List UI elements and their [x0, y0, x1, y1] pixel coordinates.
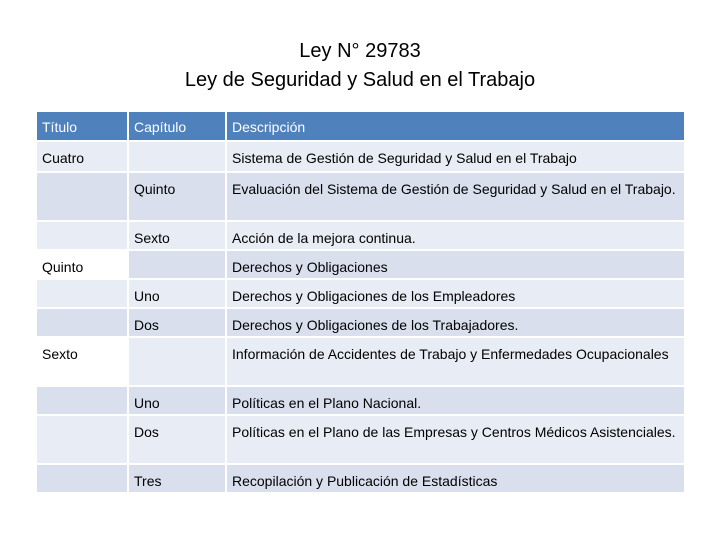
cell-titulo: [37, 309, 127, 336]
cell-titulo: Quinto: [37, 251, 127, 278]
cell-capitulo: [129, 251, 225, 278]
cell-descripcion: Información de Accidentes de Trabajo y Enfermedades Ocupacionales: [227, 338, 684, 385]
cell-descripcion: Políticas en el Plano de las Empresas y Centros Médicos Asistenciales.: [227, 416, 684, 463]
cell-descripcion: Políticas en el Plano Nacional.: [227, 387, 684, 414]
cell-capitulo: Dos: [129, 416, 225, 463]
table-row: [37, 173, 684, 220]
cell-descripcion: Derechos y Obligaciones de los Empleadores: [227, 280, 684, 307]
cell-capitulo: Uno: [129, 387, 225, 414]
header-titulo: Título: [37, 112, 127, 140]
cell-titulo: [37, 222, 127, 249]
cell-titulo: [37, 465, 127, 492]
cell-capitulo: [129, 142, 225, 171]
table-row: [37, 309, 684, 336]
header-descripcion: Descripción: [227, 112, 684, 140]
cell-capitulo: Dos: [129, 309, 225, 336]
table-row: [37, 280, 684, 307]
table-row: [37, 416, 684, 463]
cell-capitulo: Uno: [129, 280, 225, 307]
cell-titulo: [37, 416, 127, 463]
cell-titulo: Sexto: [37, 338, 127, 385]
table-row: [37, 387, 684, 414]
title-line-law-number: Ley N° 29783: [299, 40, 421, 62]
table-row: [37, 142, 684, 171]
cell-titulo: [37, 280, 127, 307]
cell-descripcion: Evaluación del Sistema de Gestión de Seguridad y Salud en el Trabajo.: [227, 173, 684, 220]
cell-descripcion: Sistema de Gestión de Seguridad y Salud en el Trabajo: [227, 142, 684, 171]
table-row: [37, 251, 684, 278]
table-header-row: [37, 112, 684, 140]
cell-titulo: [37, 173, 127, 220]
law-structure-table: [37, 112, 684, 494]
cell-titulo: [37, 387, 127, 414]
cell-descripcion: Derechos y Obligaciones: [227, 251, 684, 278]
slide-title: [0, 37, 720, 95]
cell-descripcion: Acción de la mejora continua.: [227, 222, 684, 249]
cell-capitulo: Quinto: [129, 173, 225, 220]
title-line-law-name: Ley de Seguridad y Salud en el Trabajo: [184, 69, 536, 91]
cell-capitulo: Sexto: [129, 222, 225, 249]
table-row: [37, 338, 684, 385]
cell-descripcion: Derechos y Obligaciones de los Trabajadores.: [227, 309, 684, 336]
table-row: [37, 465, 684, 492]
cell-capitulo: Tres: [129, 465, 225, 492]
table-row: [37, 222, 684, 249]
cell-capitulo: [129, 338, 225, 385]
cell-descripcion: Recopilación y Publicación de Estadísticas: [227, 465, 684, 492]
header-capitulo: Capítulo: [129, 112, 225, 140]
cell-titulo: Cuatro: [37, 142, 127, 171]
